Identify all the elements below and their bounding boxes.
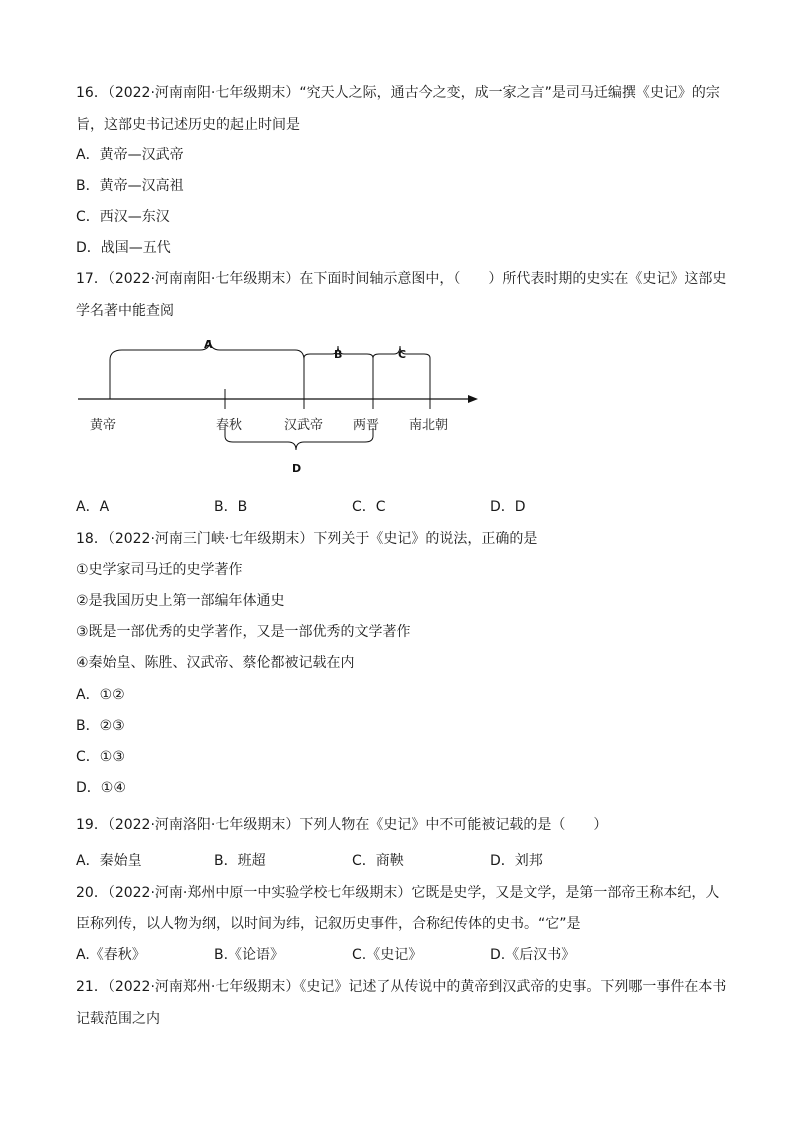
q18-statement-4: ④秦始皇、陈胜、汉武帝、蔡伦都被记载在内 — [76, 655, 355, 671]
q19-option-d: D．刘邦 — [490, 853, 543, 869]
q19-option-a: A．秦始皇 — [76, 853, 142, 869]
q16-option-a: A．黄帝—汉武帝 — [76, 147, 184, 163]
q16-option-c: C．西汉—东汉 — [76, 209, 170, 225]
q19-stem: 19．（2022·河南洛阳·七年级期末）下列人物在《史记》中不可能被记载的是（ ） — [76, 817, 608, 833]
q20-options — [76, 946, 726, 964]
q17-option-b: B．B — [214, 499, 248, 515]
q20-stem-line2: 臣称列传，以人物为纲，以时间为纬，记叙历史事件，合称纪传体的史书。“它”是 — [76, 916, 581, 932]
bracket-label-b: B — [334, 348, 343, 361]
q16-option-b: B．黄帝—汉高祖 — [76, 178, 184, 194]
bracket-label-c: C — [398, 348, 407, 361]
q17-options — [76, 498, 726, 516]
q17-stem-line2: 学名著中能查阅 — [76, 303, 174, 319]
q20-option-d: D.《后汉书》 — [490, 947, 576, 963]
q19-option-b: B．班超 — [214, 853, 266, 869]
q20-option-c: C.《史记》 — [352, 947, 423, 963]
q17-option-c: C．C — [352, 499, 386, 515]
q20-option-b: B.《论语》 — [214, 947, 285, 963]
timeline-label-liangjin: 两晋 — [353, 418, 380, 433]
q21-stem-line2: 记载范围之内 — [76, 1011, 160, 1027]
timeline-label-hanwudi: 汉武帝 — [284, 418, 324, 433]
q19-options — [76, 852, 726, 870]
q18-statement-3: ③既是一部优秀的史学著作，又是一部优秀的文学著作 — [76, 624, 411, 640]
q18-stem: 18．（2022·河南三门峡·七年级期末）下列关于《史记》的说法，正确的是 — [76, 531, 538, 547]
q17-stem-line1: 17．（2022·河南南阳·七年级期末）在下面时间轴示意图中，（ ）所代表时期的史实在《史记》这部史 — [76, 271, 727, 287]
q17-option-d: D．D — [490, 499, 526, 515]
q18-option-b: B．②③ — [76, 718, 125, 734]
bracket-label-a: A — [204, 338, 213, 351]
timeline-label-huangdi: 黄帝 — [90, 418, 117, 433]
q16-stem-line1: 16．（2022·河南南阳·七年级期末）“究天人之际，通古今之变，成一家之言”是司马迁编撰《史记》的宗 — [76, 85, 720, 101]
q21-stem-line1: 21．（2022·河南郑州·七年级期末）《史记》记述了从传说中的黄帝到汉武帝的史事。下列哪一事件在本书 — [76, 979, 727, 995]
q16-stem-line2: 旨，这部史书记述历史的起止时间是 — [76, 117, 300, 133]
q20-stem-line1: 20．（2022·河南·郑州中原一中实验学校七年级期末）它既是史学，又是文学，是第一部帝王称本纪，人 — [76, 885, 720, 901]
q18-option-a: A．①② — [76, 687, 125, 703]
timeline-label-nanbeichao: 南北朝 — [409, 418, 449, 433]
q18-statement-1: ①史学家司马迁的史学著作 — [76, 562, 243, 578]
timeline-diagram — [60, 330, 490, 480]
q18-statement-2: ②是我国历史上第一部编年体通史 — [76, 593, 285, 609]
q17-option-a: A．A — [76, 499, 110, 515]
bracket-label-d: D — [292, 462, 302, 475]
q20-option-a: A.《春秋》 — [76, 947, 146, 963]
q18-option-d: D．①④ — [76, 780, 126, 796]
q16-option-d: D．战国—五代 — [76, 240, 171, 256]
timeline-arrowhead — [468, 395, 478, 403]
q18-option-c: C．①③ — [76, 749, 125, 765]
q19-option-c: C．商鞅 — [352, 853, 404, 869]
timeline-label-chunqiu: 春秋 — [216, 418, 243, 433]
